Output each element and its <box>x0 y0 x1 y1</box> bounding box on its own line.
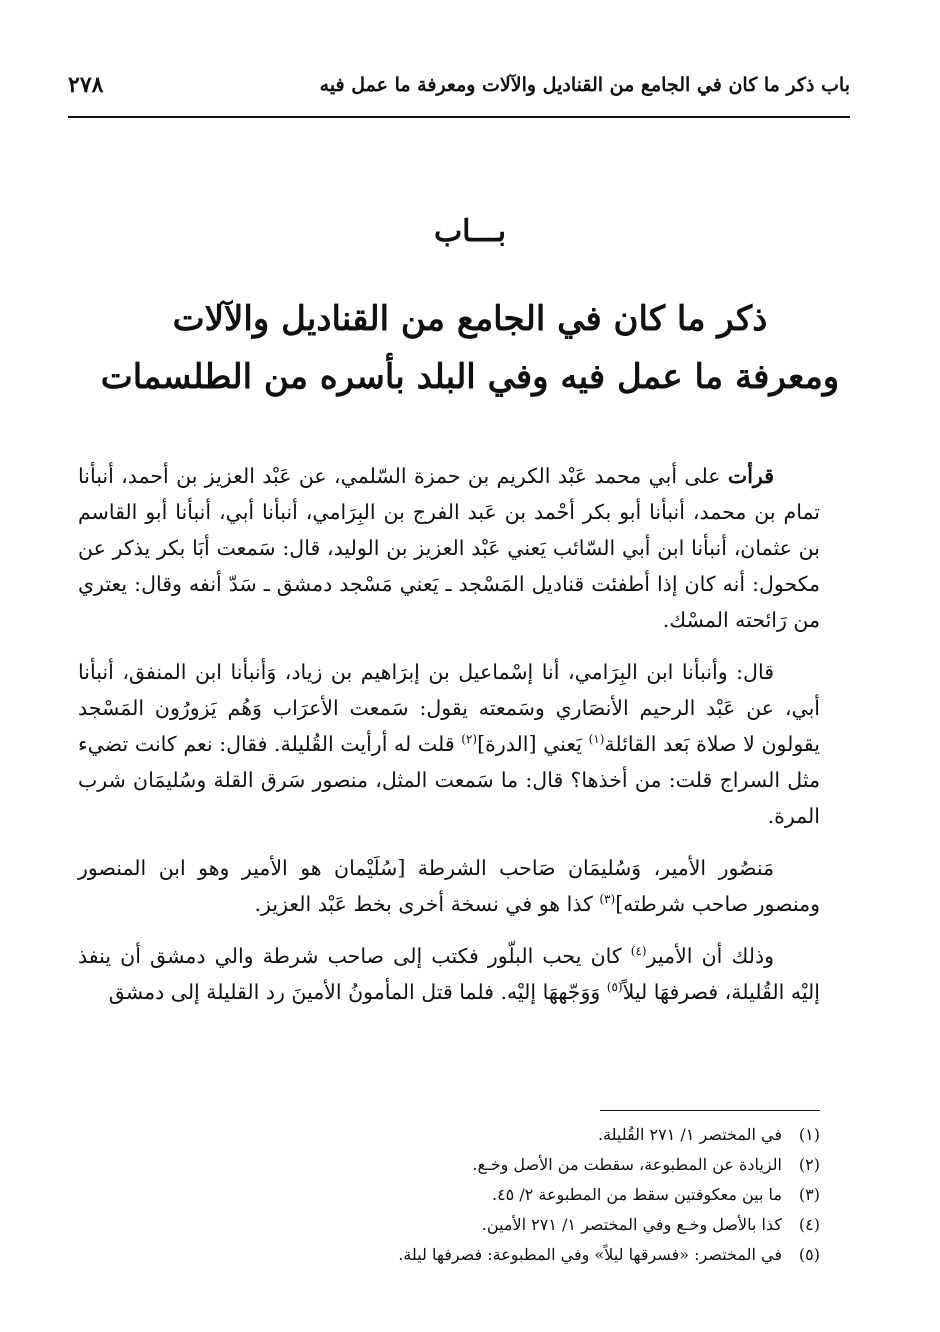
paragraph-1-text: على أبي محمد عَبْد الكريم بن حمزة السّلمي، عن عَبْد العزيز بن أحمد، أنبأنا تمام بن محمد، أنبأنا أبو بكر أحْمد بن عَبد الفرج بن البِرَامي، أنبأنا أبي، أنبأنا أبو القاسم بن عثمان، أنبأنا ابن أبي السّائب يَعني عَبْد العزيز بن الوليد، قال: سَمعت أبَا بكر يذكر عن مكحول: أنه كان إذا أطفئت قناديل المَسْجد ـ يَعني مَسْجد دمشق ـ سَدّ أنفه وقال: يعتري من رَائحته المسْك. <box>78 464 820 632</box>
paragraph-3-text-a: مَنصُور الأمير، وَسُليمَان صَاحب الشرطة [سُلَيْمان هو الأمير وهو ابن المنصور ومنصور صاحب شرطته] <box>78 856 820 916</box>
footnote-text: كذا بالأصل وخـع وفي المختصر ١/ ٢٧١ الأمين. <box>481 1215 782 1234</box>
footnote-ref-3[interactable]: (٣) <box>599 892 616 907</box>
footnote-number: (١) <box>798 1125 820 1144</box>
footnote-text: الزيادة عن المطبوعة، سقطت من الأصل وخـع. <box>472 1155 782 1174</box>
paragraph-2-text-b: يَعني [الدرة] <box>477 732 589 756</box>
chapter-title-line-2: ومعرفة ما عمل فيه وفي البلد بأسره من الطلسمات <box>100 357 840 397</box>
paragraph-4 <box>78 938 820 1010</box>
footnote <box>78 1150 820 1180</box>
footnote-divider <box>600 1110 820 1111</box>
chapter-label: بـــاب <box>433 214 507 249</box>
footnote-number: (٤) <box>798 1215 820 1234</box>
paragraph-2 <box>78 654 820 834</box>
footnote-ref-2[interactable]: (٢) <box>461 732 478 747</box>
paragraph-4-text-a: وذلك أن الأمير <box>646 944 774 968</box>
page-header <box>68 72 850 118</box>
footnote-number: (٥) <box>798 1245 820 1264</box>
footnote-text: ما بين معكوفتين سقط من المطبوعة ٢/ ٤٥. <box>491 1185 782 1204</box>
footnote-number: (٣) <box>798 1185 820 1204</box>
footnote-text: في المختصر: «فسرقها ليلاً» وفي المطبوعة: فصرفها ليلة. <box>398 1245 782 1264</box>
footnote-text: في المختصر ١/ ٢٧١ القُليلة. <box>597 1125 782 1144</box>
running-title: باب ذكر ما كان في الجامع من القناديل والآلات ومعرفة ما عمل فيه <box>319 74 850 96</box>
page-number: ٢٧٨ <box>68 72 104 98</box>
paragraph-2-text-c: قلت له أرأيت القُليلة. فقال: نعم كانت تضيء مثل السراج قلت: من أخذها؟ قال: ما سَمعت المثل، منصور سَرق القلة وسُليمَان شرب المرة. <box>78 732 820 828</box>
footnote <box>78 1240 820 1270</box>
footnote-number: (٢) <box>798 1155 820 1174</box>
paragraph-4-text-b: كان يحب البلّور فكتب إلى صاحب شرطة والي دمشق أن ينفذ إليْه القُليلة، فصرفهَا ليلاً <box>78 944 820 1004</box>
footnote <box>78 1180 820 1210</box>
footnote <box>78 1120 820 1150</box>
footnote <box>78 1210 820 1240</box>
paragraph-3 <box>78 850 820 922</box>
chapter-title-line-1: ذكر ما كان في الجامع من القناديل والآلات <box>172 299 768 339</box>
body-text <box>78 458 820 1026</box>
paragraph-2-text-a: قال: وأنبأنا ابن البِرَامي، أنا إسْماعيل بن إبرَاهيم بن زياد، وَأنبأنا ابن المنفق، أنبأنا أبي، عن عَبْد الرحيم الأنصَاري وسَمعته يقول: سَمعت الأعرَاب وَهُم يَزورُون المَسْجد يقولون لا صلاة بَعد القائلة <box>78 660 820 756</box>
footnote-ref-4[interactable]: (٤) <box>630 944 647 959</box>
paragraph-3-text-b: كذا هو في نسخة أخرى بخط عَبْد العزيز. <box>254 892 600 916</box>
lead-word: قرأت <box>727 464 774 488</box>
footnote-ref-5[interactable]: (٥) <box>606 980 623 995</box>
footnotes <box>78 1120 820 1270</box>
paragraph-1 <box>78 458 820 638</box>
paragraph-4-text-c: وَوَجّههَا إليْه. فلما قتل المأمونُ الأمينَ رد القليلة إلى دمشق <box>108 980 607 1004</box>
chapter-title <box>0 290 940 406</box>
footnote-ref-1[interactable]: (١) <box>588 732 605 747</box>
